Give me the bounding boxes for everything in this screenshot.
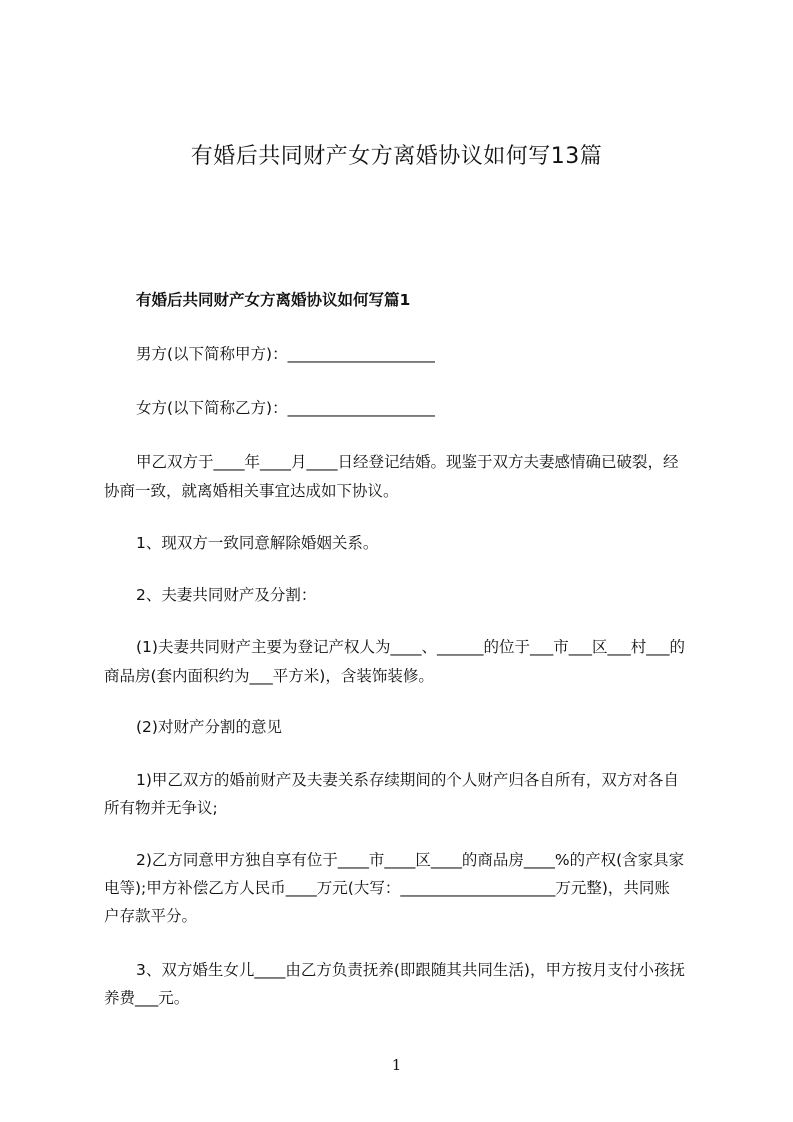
clause-3-line-2: 养费___元。: [104, 989, 190, 1007]
clause-3-line-1: 3、双方婚生女儿____由乙方负责抚养(即跟随其共同生活)，甲方按月支付小孩抚: [136, 961, 685, 979]
clause-1: 1、现双方一致同意解除婚姻关系。: [136, 534, 379, 552]
page-number: 1: [391, 1056, 402, 1074]
party-a-line: 男方(以下简称甲方)：___________________: [136, 345, 435, 363]
division-item-2-line-3: 户存款平分。: [104, 907, 198, 925]
document-title: 有婚后共同财产女方离婚协议如何写13篇: [190, 144, 603, 169]
section-title: 有婚后共同财产女方离婚协议如何写篇1: [136, 291, 411, 309]
division-heading: (2)对财产分割的意见: [136, 718, 282, 736]
property-line-1: (1)夫妻共同财产主要为登记产权人为____、______的位于___市___区___村___的: [136, 638, 685, 656]
division-item-2-line-2: 电等);甲方补偿乙方人民币____万元(大写：____________________万元整)，共同账: [104, 879, 670, 897]
division-item-2-line-1: 2)乙方同意甲方独自享有位于____市____区____的商品房____%的产权(含家具家: [136, 851, 685, 869]
party-b-line: 女方(以下简称乙方)：___________________: [136, 399, 435, 417]
intro-line-1: 甲乙双方于____年____月____日经登记结婚。现鉴于双方夫妻感情确已破裂，经: [136, 453, 679, 471]
property-line-2: 商品房(套内面积约为___平方米)，含装饰装修。: [104, 667, 434, 685]
intro-line-2: 协商一致，就离婚相关事宜达成如下协议。: [104, 482, 399, 500]
division-item-1-line-1: 1)甲乙双方的婚前财产及夫妻关系存续期间的个人财产归各自所有，双方对各自: [136, 771, 679, 789]
clause-2: 2、夫妻共同财产及分割：: [136, 586, 317, 604]
division-item-1-line-2: 所有物并无争议;: [104, 799, 218, 817]
